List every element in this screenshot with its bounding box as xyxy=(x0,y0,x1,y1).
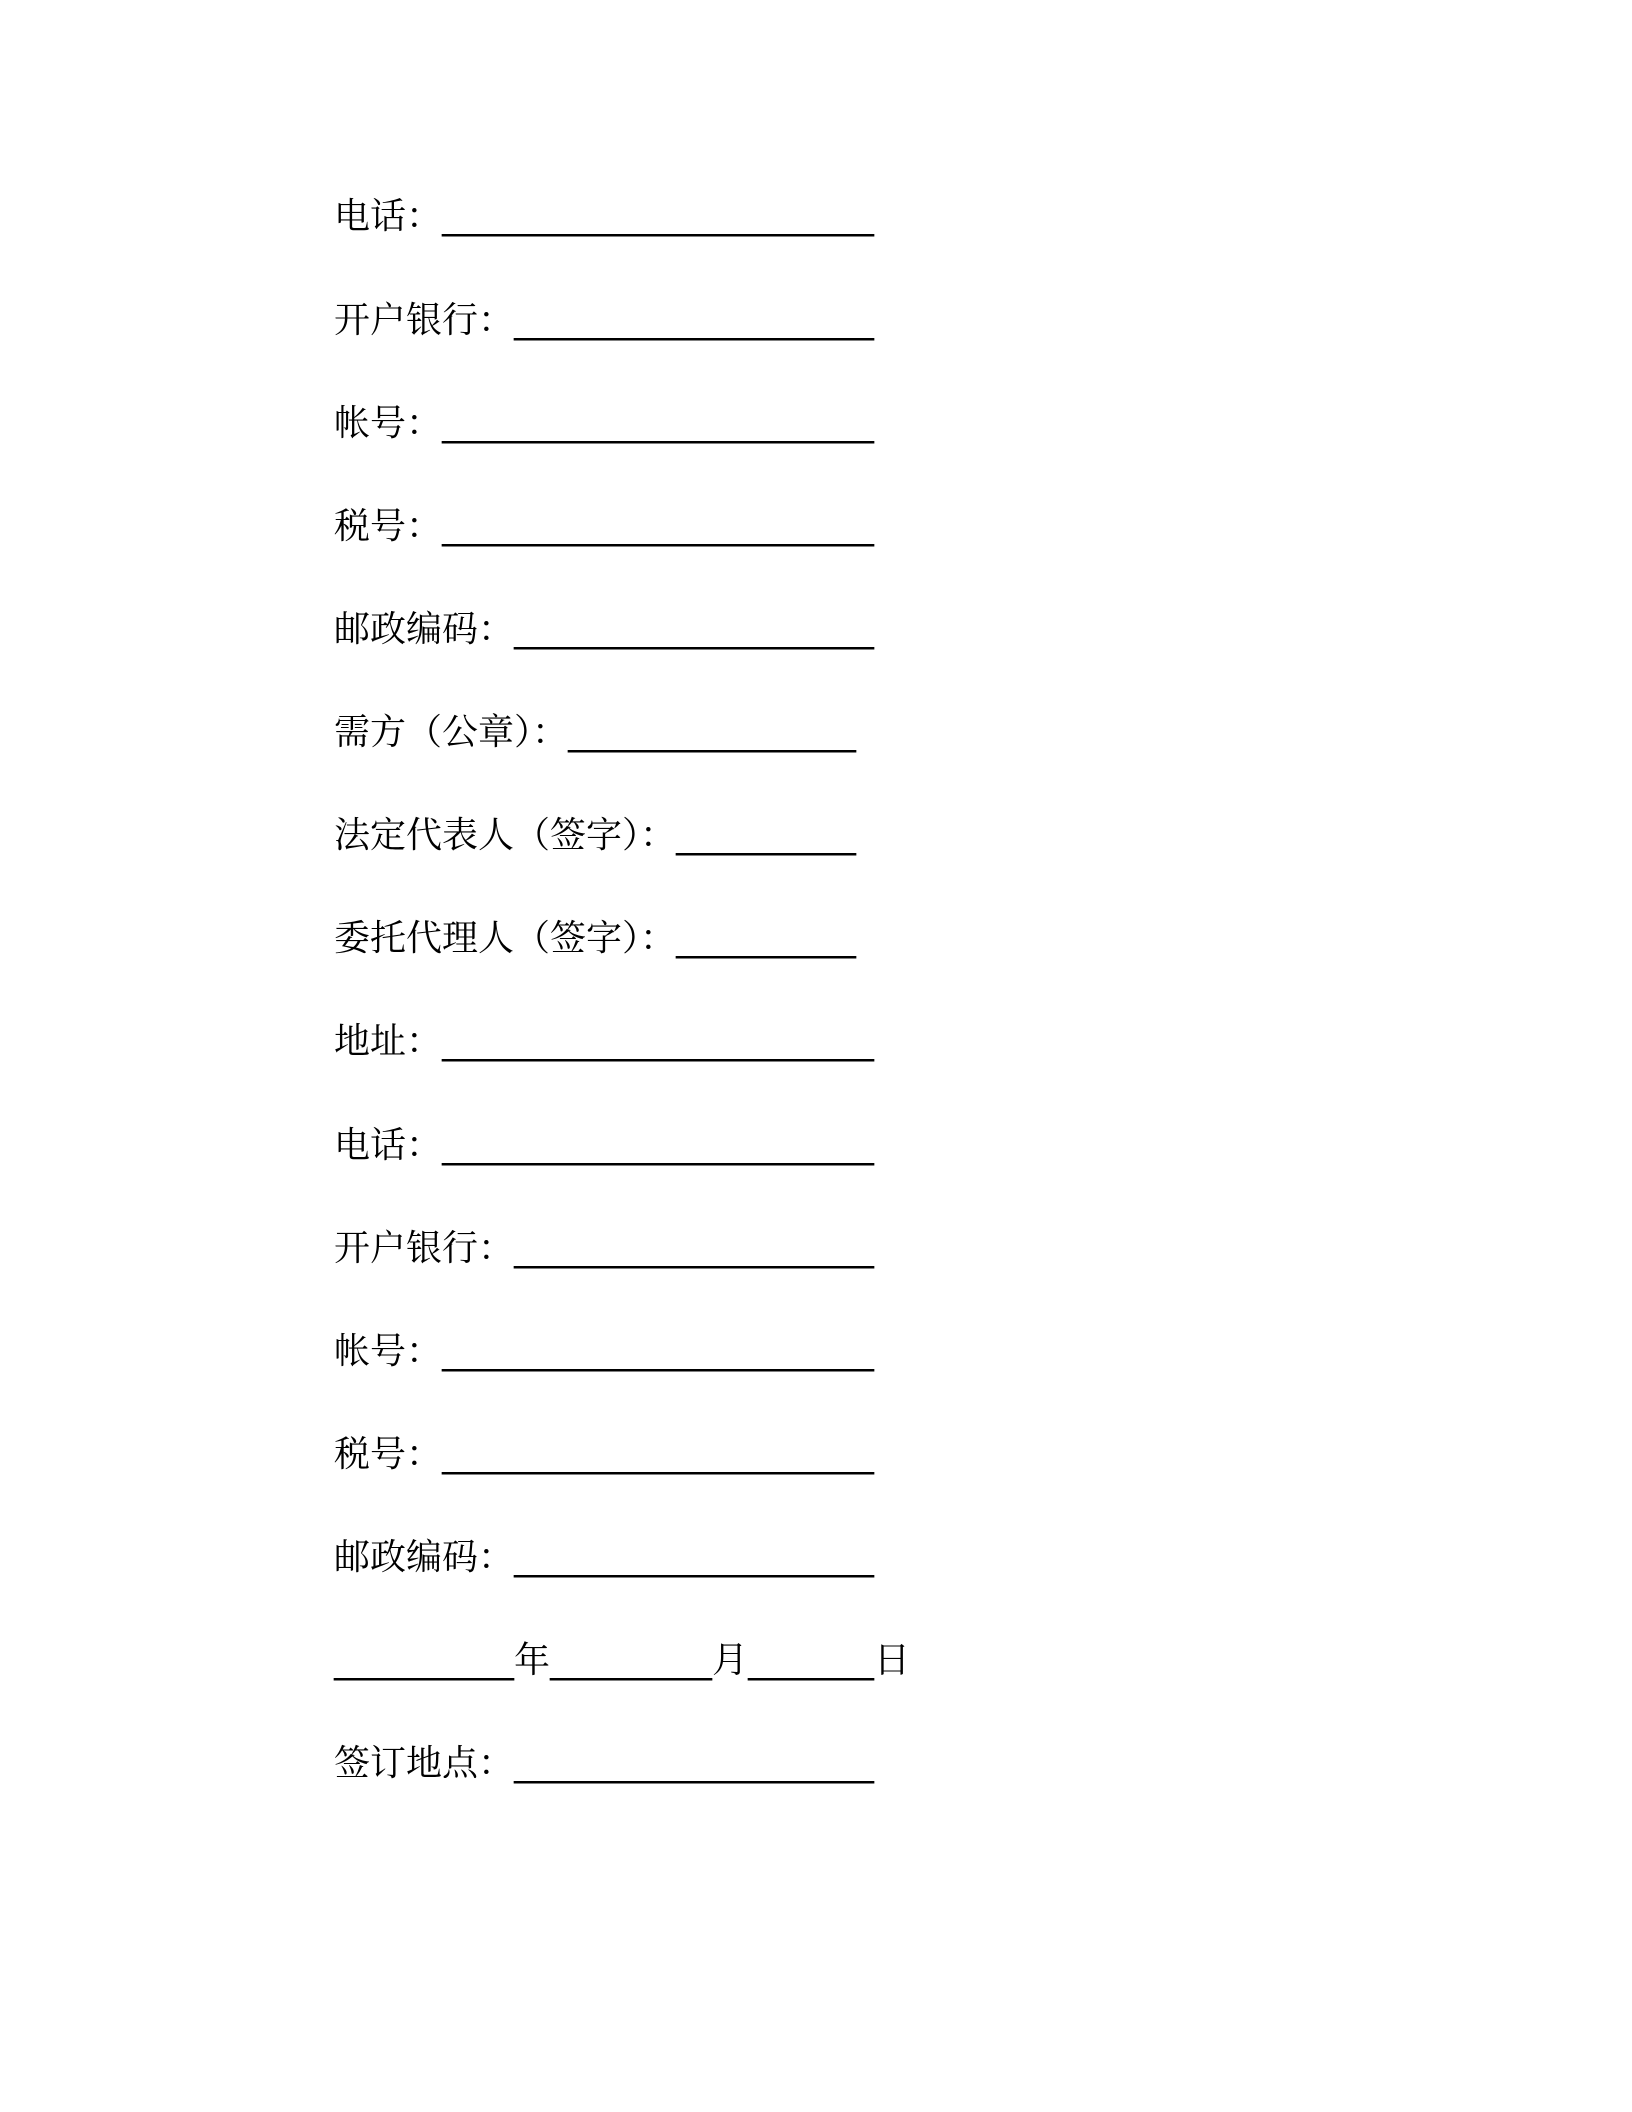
date-line xyxy=(334,1636,910,1686)
fill-in-blank[interactable]: ____________________ xyxy=(514,609,875,650)
field-label: 委托代理人（签字）： xyxy=(334,918,677,959)
field-bank-2 xyxy=(334,1224,874,1274)
fill-in-blank[interactable]: __________ xyxy=(676,815,857,856)
year-label: 年 xyxy=(514,1640,551,1681)
field-phone-2 xyxy=(334,1121,874,1171)
field-bank-1 xyxy=(334,296,874,346)
fill-in-blank[interactable]: ____________________ xyxy=(514,1537,875,1578)
fill-in-blank[interactable]: ____________________ xyxy=(514,300,875,341)
field-label: 帐号： xyxy=(334,403,443,444)
fill-in-blank[interactable]: ________________________ xyxy=(442,1434,875,1475)
field-label: 电话： xyxy=(334,196,443,237)
field-agent-signature xyxy=(334,914,856,964)
field-account-2 xyxy=(334,1327,874,1377)
year-blank[interactable]: __________ xyxy=(334,1640,514,1681)
field-label: 帐号： xyxy=(334,1331,443,1372)
field-buyer-seal xyxy=(334,708,856,758)
field-postcode-2 xyxy=(334,1533,874,1583)
day-label: 日 xyxy=(874,1640,911,1681)
fill-in-blank[interactable]: ____________________ xyxy=(514,1743,875,1784)
field-label: 开户银行： xyxy=(334,1228,515,1269)
field-label: 邮政编码： xyxy=(334,609,515,650)
field-postcode-1 xyxy=(334,605,874,655)
month-blank[interactable]: _________ xyxy=(550,1640,713,1681)
field-label: 需方（公章）： xyxy=(334,712,569,753)
field-tax-id-1 xyxy=(334,502,874,552)
field-phone-1 xyxy=(334,192,874,242)
field-account-1 xyxy=(334,399,874,449)
fill-in-blank[interactable]: ________________________ xyxy=(442,1125,875,1166)
field-label: 地址： xyxy=(334,1021,443,1062)
fill-in-blank[interactable]: ____________________ xyxy=(514,1228,875,1269)
field-label: 税号： xyxy=(334,1434,443,1475)
fill-in-blank[interactable]: ________________________ xyxy=(442,1331,875,1372)
day-blank[interactable]: _______ xyxy=(748,1640,875,1681)
field-address xyxy=(334,1017,874,1067)
fill-in-blank[interactable]: ________________________ xyxy=(442,506,875,547)
field-label: 税号： xyxy=(334,506,443,547)
field-label: 法定代表人（签字）： xyxy=(334,815,677,856)
fill-in-blank[interactable]: ________________________ xyxy=(442,196,875,237)
month-label: 月 xyxy=(712,1640,749,1681)
field-legal-rep-signature xyxy=(334,811,856,861)
field-label: 开户银行： xyxy=(334,300,515,341)
fill-in-blank[interactable]: ________________ xyxy=(568,712,857,753)
fill-in-blank[interactable]: ________________________ xyxy=(442,403,875,444)
field-label: 邮政编码： xyxy=(334,1537,515,1578)
field-signing-place xyxy=(334,1739,874,1789)
field-label: 电话： xyxy=(334,1125,443,1166)
fill-in-blank[interactable]: __________ xyxy=(676,918,857,959)
field-label: 签订地点： xyxy=(334,1743,515,1784)
fill-in-blank[interactable]: ________________________ xyxy=(442,1021,875,1062)
field-tax-id-2 xyxy=(334,1430,874,1480)
